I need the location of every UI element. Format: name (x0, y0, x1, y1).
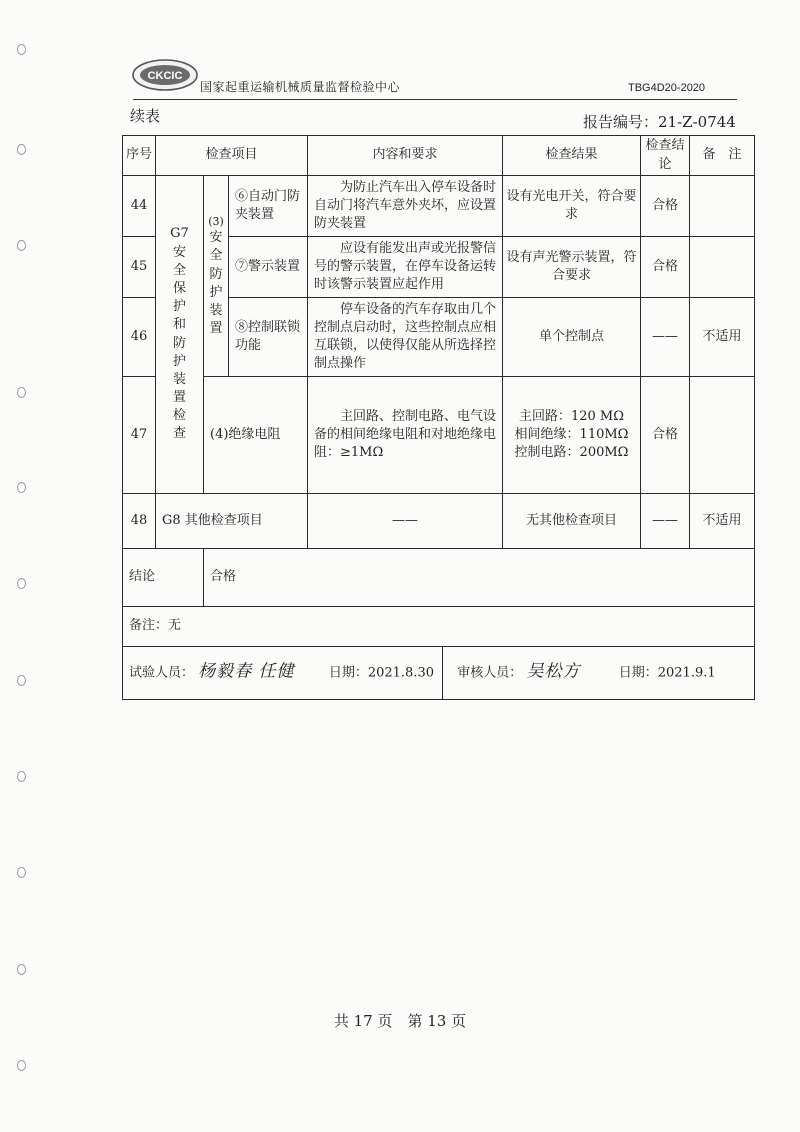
header-content: 内容和要求 (308, 136, 503, 176)
tester-date: 日期：2021.8.30 (328, 665, 435, 681)
row-item: ⑧控制联锁功能 (229, 298, 308, 377)
row-content: 停车设备的汽车存取由几个控制点启动时，这些控制点应相互联锁，以使得仅能从所选择控制点操作 (308, 298, 503, 377)
header-divider (133, 99, 737, 100)
tester-label: 试验人员： (129, 665, 195, 681)
row-seq: 46 (123, 298, 156, 377)
header-remarks: 备 注 (690, 136, 755, 176)
binder-hole (17, 578, 26, 589)
inspection-table (122, 135, 755, 700)
logo-text: CKCIC (147, 70, 183, 82)
reviewer-label: 审核人员： (457, 665, 523, 681)
result-line: 相间绝缘：110MΩ (514, 426, 629, 442)
subgroup-3-label: 安全防护装置 (209, 230, 223, 337)
table-row (123, 494, 755, 549)
row-remarks: 不适用 (690, 298, 755, 377)
row-seq: 45 (123, 237, 156, 298)
binder-hole (17, 964, 26, 975)
binder-hole (17, 1060, 26, 1071)
standard-code: TBG4D20-2020 (628, 82, 706, 94)
continued-label: 续表 (130, 107, 161, 125)
report-number: 报告编号：21-Z-0744 (583, 113, 736, 131)
row-remarks (690, 377, 755, 494)
header-result: 检查结果 (503, 136, 641, 176)
header-conclusion: 检查结论 (641, 136, 690, 176)
table-row (123, 377, 755, 494)
row-content: —— (308, 494, 503, 549)
result-line: 控制电路：200MΩ (514, 445, 629, 461)
subgroup-3-cell (204, 176, 229, 377)
row-conclusion: —— (641, 298, 690, 377)
row-seq: 48 (123, 494, 156, 549)
page-number: 共 17 页 第 13 页 (333, 1012, 467, 1030)
note-row (123, 607, 755, 647)
row-remarks (690, 176, 755, 237)
signature-row (123, 647, 755, 700)
row-conclusion: 合格 (641, 237, 690, 298)
row-result: 无其他检查项目 (503, 494, 641, 549)
binder-hole (17, 771, 26, 782)
table-row (123, 176, 755, 237)
ckcic-logo (131, 57, 199, 93)
note-text: 备注：无 (123, 607, 755, 647)
binder-hole (17, 867, 26, 878)
row-remarks (690, 237, 755, 298)
row-item: ⑦警示装置 (229, 237, 308, 298)
binder-hole (17, 387, 26, 398)
signature-cell (123, 647, 755, 700)
row-result: 设有光电开关，符合要求 (503, 176, 641, 237)
reviewer-date: 日期：2021.9.1 (618, 665, 716, 681)
row-conclusion: 合格 (641, 176, 690, 237)
row-content: 主回路、控制电路、电气设备的相间绝缘电阻和对地绝缘电阻：≥1MΩ (308, 377, 503, 494)
binder-hole (17, 44, 26, 55)
header-seq: 序号 (123, 136, 156, 176)
row-result (503, 377, 641, 494)
row-conclusion: —— (641, 494, 690, 549)
subgroup-3-number: (3) (208, 214, 224, 228)
row-seq: 44 (123, 176, 156, 237)
table-header-row (123, 136, 755, 176)
conclusion-value: 合格 (204, 549, 755, 607)
conclusion-row (123, 549, 755, 607)
binder-hole (17, 144, 26, 155)
result-line: 主回路：120 MΩ (518, 408, 625, 424)
row-content: 应设有能发出声或光报警信号的警示装置，在停车设备运转时该警示装置应起作用 (308, 237, 503, 298)
row-item: ⑥自动门防夹装置 (229, 176, 308, 237)
row-remarks: 不适用 (690, 494, 755, 549)
binder-hole (17, 240, 26, 251)
row-item: (4)绝缘电阻 (204, 377, 308, 494)
organization-name: 国家起重运输机械质量监督检验中心 (200, 80, 401, 94)
header-item: 检查项目 (156, 136, 308, 176)
tester-signature: 杨毅春 任健 (198, 661, 295, 682)
group-g7-cell: G7安全保护和防护装置检查 (156, 176, 204, 494)
binder-hole (17, 675, 26, 686)
row-conclusion: 合格 (641, 377, 690, 494)
row-item: G8 其他检查项目 (156, 494, 308, 549)
row-result: 单个控制点 (503, 298, 641, 377)
binder-hole (17, 482, 26, 493)
row-seq: 47 (123, 377, 156, 494)
reviewer-signature: 吴松方 (526, 661, 581, 682)
row-content: 为防止汽车出入停车设备时自动门将汽车意外夹坏，应设置防夹装置 (308, 176, 503, 237)
row-result: 设有声光警示装置，符合要求 (503, 237, 641, 298)
conclusion-label: 结论 (123, 549, 204, 607)
